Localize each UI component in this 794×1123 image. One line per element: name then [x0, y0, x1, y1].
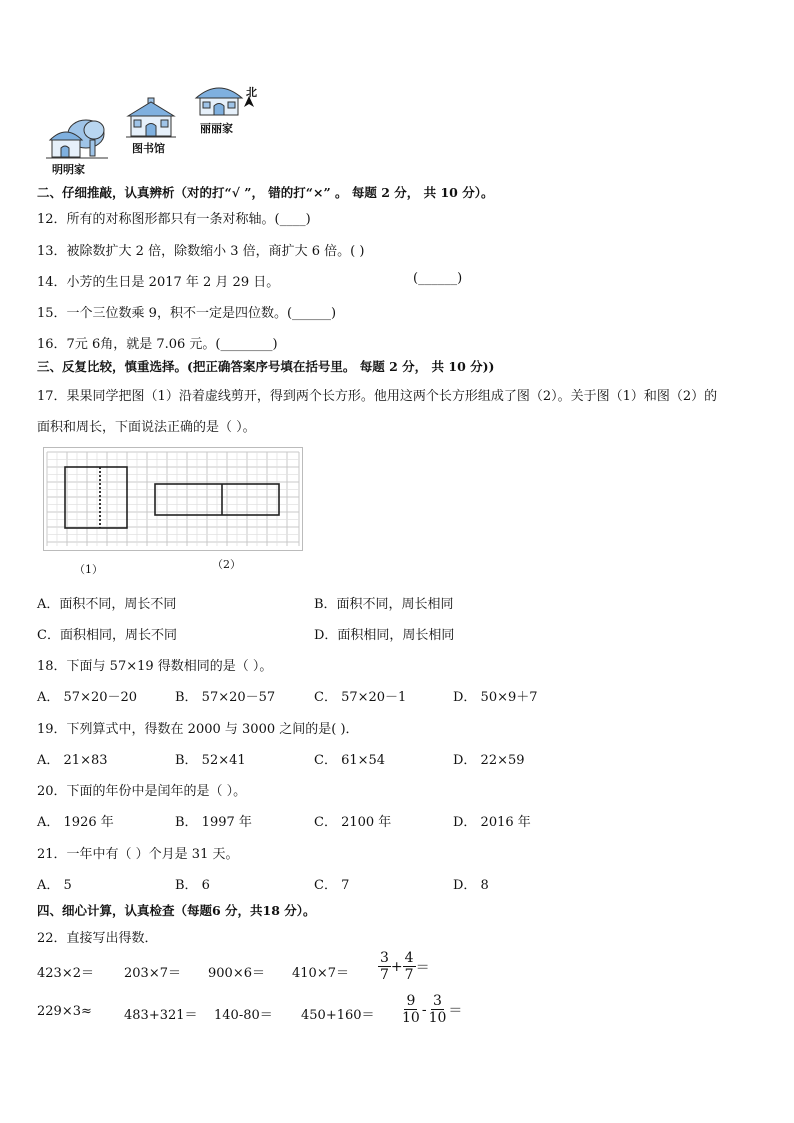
map-illustration: [40, 78, 280, 178]
question-19: 19．下列算式中，得数在 2000 与 3000 之间的是( )．: [37, 722, 359, 737]
calc-row-2-item-2: 483+321＝: [124, 1008, 198, 1023]
question-20-option-a[interactable]: A． 1926 年: [37, 815, 114, 830]
ming-home-label: 明明家: [52, 163, 85, 176]
north-arrow-icon: [243, 96, 255, 108]
calc-row-2-fraction-expr: $\frac{9}{10}$ - $\frac{3}{10}$ ＝: [402, 993, 463, 1026]
question-21: 21．一年中有（ ）个月是 31 天。: [37, 847, 239, 862]
question-16: 16．7元 6角，就是 7.06 元。(________): [37, 337, 278, 352]
question-22: 22．直接写出得数．: [37, 931, 158, 946]
question-14: 14．小芳的生日是 2017 年 2 月 29 日。: [37, 275, 280, 290]
calc-row-2-item-4: 450+160＝: [301, 1008, 375, 1023]
calc-row-2-item-3: 140-80＝: [214, 1008, 273, 1023]
question-19-option-b[interactable]: B． 52×41: [175, 753, 246, 768]
figure-2-label: （2）: [212, 558, 241, 571]
calc-row-1-item-1: 423×2＝: [37, 966, 94, 981]
question-21-option-d[interactable]: D． 8: [453, 878, 489, 893]
question-18-option-c[interactable]: C． 57×20－1: [314, 690, 407, 705]
grid-figure: [43, 447, 303, 551]
question-20-option-b[interactable]: B． 1997 年: [175, 815, 252, 830]
question-18: 18．下面与 57×19 得数相同的是（ ）。: [37, 659, 273, 674]
question-19-option-d[interactable]: D． 22×59: [453, 753, 525, 768]
fraction-9-10: $\frac{9}{10}$: [402, 993, 420, 1026]
north-label: 北: [246, 86, 257, 99]
question-17-option-b[interactable]: B．面积不同，周长相同: [314, 597, 454, 612]
question-21-option-a[interactable]: A． 5: [37, 878, 72, 893]
library-icon: [124, 96, 178, 140]
question-20: 20．下面的年份中是闰年的是（ ）。: [37, 784, 247, 799]
calc-row-1-item-3: 900×6＝: [208, 966, 265, 981]
question-17-line2: 面积和周长，下面说法正确的是（ ）。: [37, 420, 256, 435]
question-17-line1: 17．果果同学把图（1）沿着虚线剪开，得到两个长方形。他用这两个长方形组成了图（2）。关于图（1）和图（2）的: [37, 389, 718, 404]
li-home-label: 丽丽家: [200, 122, 233, 135]
calc-row-1-fraction-expr: $\frac{3}{7}$ + $\frac{4}{7}$ ＝: [380, 950, 430, 983]
calc-row-1-item-4: 410×7＝: [292, 966, 349, 981]
calc-row-1-item-2: 203×7＝: [124, 966, 181, 981]
library-label: 图书馆: [132, 142, 165, 155]
fraction-4-7: $\frac{4}{7}$: [404, 950, 414, 983]
ming-house-icon: [46, 116, 110, 162]
fraction-3-10: $\frac{3}{10}$: [428, 993, 447, 1026]
fraction-3-7: $\frac{3}{7}$: [380, 950, 389, 983]
question-15: 15．一个三位数乘 9，积不一定是四位数。(______): [37, 306, 337, 321]
question-17-option-c[interactable]: C．面积相同，周长不同: [37, 628, 177, 643]
li-house-icon: [194, 82, 244, 118]
question-17-option-d[interactable]: D．面积相同，周长相同: [314, 628, 455, 643]
question-21-option-c[interactable]: C． 7: [314, 878, 350, 893]
question-18-option-b[interactable]: B． 57×20－57: [175, 690, 276, 705]
question-18-option-a[interactable]: A． 57×20－20: [37, 690, 138, 705]
question-20-option-c[interactable]: C． 2100 年: [314, 815, 392, 830]
figure-1-label: （1）: [74, 563, 103, 576]
question-19-option-a[interactable]: A． 21×83: [37, 753, 108, 768]
section-2-heading: 二、仔细推敲，认真辨析（对的打“√ ”， 错的打“×” 。 每题 2 分， 共 10 分）。: [37, 185, 494, 200]
question-12: 12．所有的对称图形都只有一条对称轴。(____): [37, 212, 311, 227]
question-13: 13．被除数扩大 2 倍，除数缩小 3 倍，商扩大 6 倍。( ): [37, 244, 365, 259]
calc-row-2-item-1: 229×3≈: [37, 1004, 92, 1019]
question-18-option-d[interactable]: D． 50×9＋7: [453, 690, 538, 705]
question-17-option-a[interactable]: A．面积不同，周长不同: [37, 597, 177, 612]
question-19-option-c[interactable]: C． 61×54: [314, 753, 386, 768]
question-20-option-d[interactable]: D． 2016 年: [453, 815, 531, 830]
question-14-blank: (______): [413, 271, 463, 286]
section-4-heading: 四、细心计算，认真检查（每题6 分，共18 分）。: [37, 903, 316, 918]
question-21-option-b[interactable]: B． 6: [175, 878, 210, 893]
section-3-heading: 三、反复比较，慎重选择。(把正确答案序号填在括号里。 每题 2 分， 共 10 分)): [37, 359, 495, 374]
